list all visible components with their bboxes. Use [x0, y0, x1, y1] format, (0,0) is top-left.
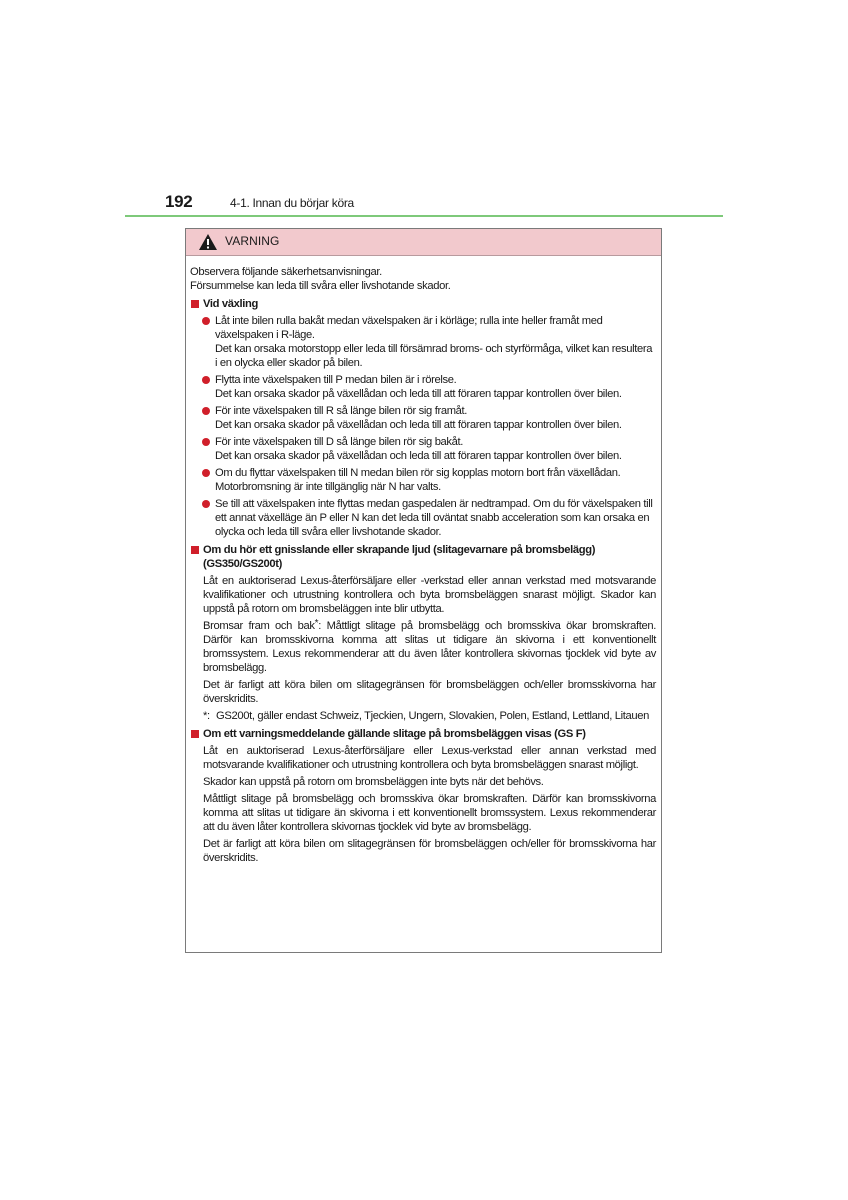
paragraph: Det är farligt att köra bilen om slitagegränsen för bromsbeläggen och/eller bromsskivorna har överskridits. [203, 679, 656, 705]
red-dot-bullet-icon [202, 438, 210, 446]
list-item: För inte växelspaken till D så länge bilen rör sig bakåt. Det kan orsaka skador på växellådan och leda till att föraren tappar kontrollen över bilen. [190, 435, 656, 463]
paragraph: Det är farligt att köra bilen om slitagegränsen för bromsbeläggen och/eller för bromsskivorna har överskridits. [203, 838, 656, 864]
warning-box [185, 228, 662, 953]
section-title: 4-1. Innan du börjar köra [230, 196, 354, 210]
paragraph: Låt en auktoriserad Lexus-återförsäljare eller Lexus-verkstad eller annan verkstad med motsvarande kvalifikationer och utrustning kontrollera och byta bromsbeläggen snarast möjligt. [203, 745, 656, 771]
section-paragraphs [190, 574, 656, 723]
page-header [125, 190, 723, 218]
footnote [203, 709, 656, 723]
warning-intro [190, 265, 656, 293]
warning-header [186, 229, 661, 256]
list-item: Låt inte bilen rulla bakåt medan växelspaken är i körläge; rulla inte heller framåt med växelspaken i R-läge. Det kan orsaka motorstopp eller leda till försämrad broms- och styrförmåga, vilket kan resultera i en olycka eller skador på bilen. [190, 314, 656, 370]
red-square-bullet-icon [191, 546, 199, 554]
red-dot-bullet-icon [202, 317, 210, 325]
intro-line: Observera följande säkerhetsanvisningar. [190, 266, 382, 278]
page-number: 192 [165, 192, 193, 211]
red-dot-bullet-icon [202, 376, 210, 384]
bullet-list [190, 314, 656, 539]
warning-title: VARNING [225, 234, 280, 248]
section-paragraphs [190, 744, 656, 865]
section-heading: Om du hör ett gnisslande eller skrapande ljud (slitagevarnare på bromsbelägg) (GS350/GS200t) [190, 543, 656, 571]
list-item: Flytta inte växelspaken till P medan bilen är i rörelse. Det kan orsaka skador på växellådan och leda till att föraren tappar kontrollen över bilen. [190, 373, 656, 401]
list-item: Om du flyttar växelspaken till N medan bilen rör sig kopplas motorn bort från växellådan. Motorbromsning är inte tillgänglig när N har valts. [190, 466, 656, 494]
paragraph: Måttligt slitage på bromsbelägg och bromsskiva ökar bromskraften. Därför kan bromsskivorna komma att slitas ut tidigare än skivorna i ett konventionellt bromssystem. Lexus rekommenderar att du även låter kontrollera skivornas tjocklek vid byte av bromsbelägg. [203, 793, 656, 833]
red-square-bullet-icon [191, 730, 199, 738]
paragraph: Låt en auktoriserad Lexus-återförsäljare eller -verkstad eller annan verkstad med motsvarande kvalifikationer och utrustning kontrollera och byta bromsbeläggen snarast möjligt. Skador kan uppstå på rotorn om bromsbeläggen inte blir utbytta. [203, 575, 656, 615]
footnote-text: GS200t, gäller endast Schweiz, Tjeckien, Ungern, Slovakien, Polen, Estland, Lettland, Litauen [216, 710, 650, 722]
list-item: För inte växelspaken till R så länge bilen rör sig framåt. Det kan orsaka skador på växellådan och leda till att föraren tappar kontrollen över bilen. [190, 404, 656, 432]
footnote-mark: *: [203, 710, 210, 722]
list-item: Se till att växelspaken inte flyttas medan gaspedalen är nedtrampad. Om du för växelspaken till ett annat växelläge än P eller N kan det leda till oväntat snabb acceleration som kan orsaka en olycka och leda till svåra eller livshotande skador. [190, 497, 656, 539]
paragraph: Bromsar fram och bak*: Måttligt slitage på bromsbelägg och bromsskiva ökar bromskraften. Därför kan bromsskivorna komma att slitas ut tidigare än skivorna i ett konventionellt bromssystem. Lexus rekommenderar att du även låter kontrollera skivornas tjocklek vid byte av bromsbelägg. [203, 618, 657, 674]
red-dot-bullet-icon [202, 500, 210, 508]
red-dot-bullet-icon [202, 469, 210, 477]
footnote-star: * [314, 618, 319, 629]
red-dot-bullet-icon [202, 407, 210, 415]
section-heading: Vid växling [190, 297, 656, 311]
section-heading: Om ett varningsmeddelande gällande slitage på bromsbeläggen visas (GS F) [190, 727, 656, 741]
warning-body [190, 265, 656, 868]
paragraph: Skador kan uppstå på rotorn om bromsbeläggen inte byts när det behövs. [203, 776, 544, 788]
warning-triangle-icon [198, 233, 218, 251]
section-gear-shifting [190, 297, 656, 539]
section-brake-squeal [190, 543, 656, 723]
red-square-bullet-icon [191, 300, 199, 308]
intro-line: Försummelse kan leda till svåra eller livshotande skador. [190, 280, 451, 292]
section-brake-pad-warning [190, 727, 656, 865]
header-divider [125, 215, 723, 217]
